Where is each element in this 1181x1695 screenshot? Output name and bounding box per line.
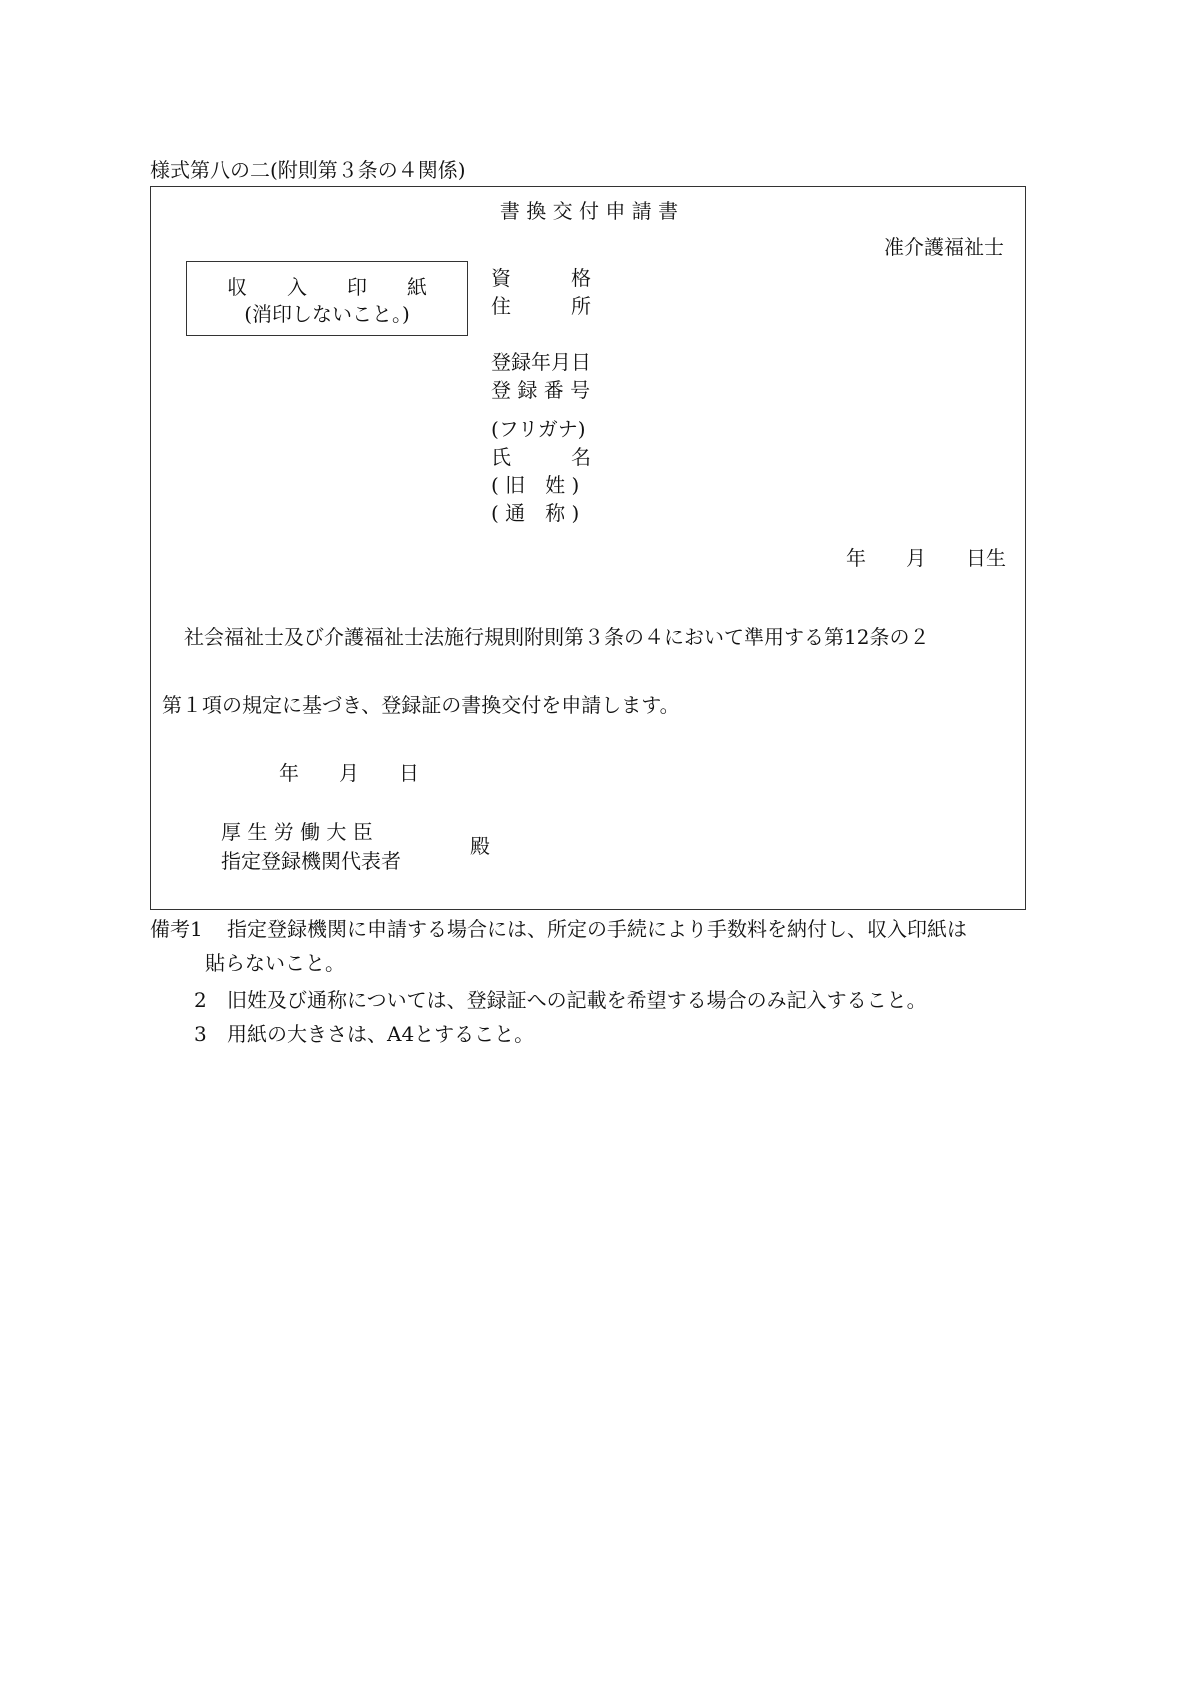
field-registration-number: 登 録 番 号 [491, 378, 591, 402]
form-title: 書 換 交 付 申 請 書 [499, 199, 679, 223]
note-3-number: 3 [194, 1022, 207, 1046]
stamp-label: 収 入 印 紙 [227, 275, 427, 299]
field-address: 住 所 [491, 294, 591, 318]
note-1: 指定登録機関に申請する場合には、所定の手続により手数料を納付し、収入印紙は [227, 917, 967, 941]
field-alias: ( 通 称 ) [491, 501, 580, 525]
form-header: 様式第八の二(附則第３条の４関係) [150, 158, 466, 182]
field-qualification: 資 格 [491, 266, 591, 290]
note-1-continued: 貼らないこと。 [205, 951, 345, 975]
stamp-note: (消印しないこと。) [244, 302, 410, 326]
qualification-type: 准介護福祉士 [884, 235, 1004, 259]
field-registration-date: 登録年月日 [491, 350, 591, 374]
body-line-2: 第１項の規定に基づき、登録証の書換交付を申請します。 [162, 693, 680, 717]
note-2-number: 2 [194, 988, 207, 1012]
addressee-honorific: 殿 [470, 834, 490, 858]
birth-date: 年 月 日生 [846, 546, 1006, 570]
note-3: 用紙の大きさは、A4とすること。 [227, 1022, 535, 1046]
field-maiden-name: ( 旧 姓 ) [491, 473, 580, 497]
revenue-stamp-box [186, 261, 468, 336]
application-date: 年 月 日 [279, 761, 419, 785]
addressee-minister: 厚 生 労 働 大 臣 [221, 820, 373, 844]
addressee-agency: 指定登録機関代表者 [221, 849, 401, 873]
field-name: 氏 名 [491, 445, 591, 469]
body-line-1: 社会福祉士及び介護福祉士法施行規則附則第３条の４において準用する第12条の２ [184, 625, 930, 649]
notes-label: 備考1 [150, 917, 203, 941]
field-furigana: (フリガナ) [491, 417, 586, 441]
note-2: 旧姓及び通称については、登録証への記載を希望する場合のみ記入すること。 [227, 988, 927, 1012]
